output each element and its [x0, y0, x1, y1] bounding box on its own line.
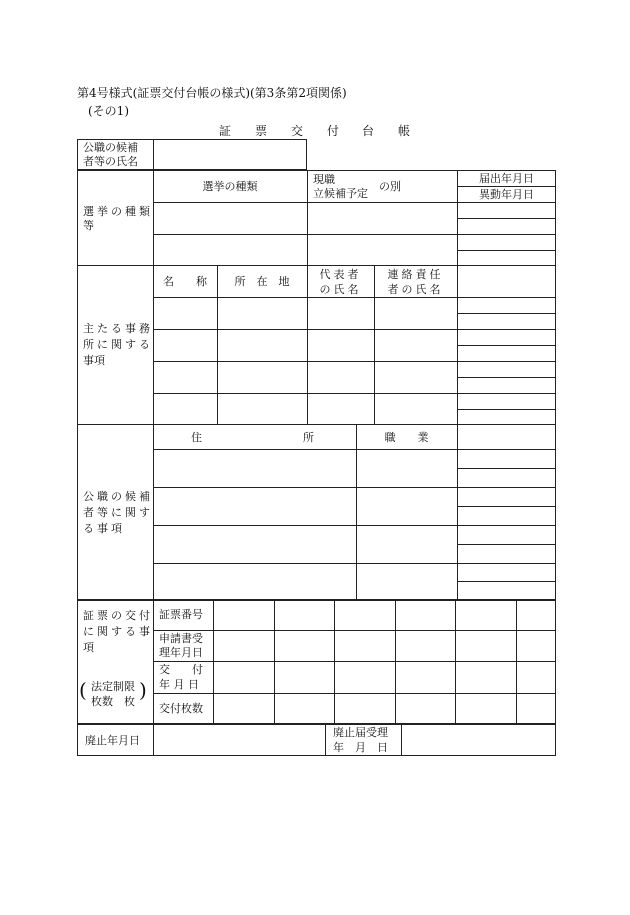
bracket-left: ( — [79, 678, 87, 702]
office-col-contact-2: 者の氏名 — [387, 283, 444, 296]
issue-row-received-2: 理年月日 — [159, 646, 203, 659]
candidate-name-label-2: 者等の氏名 — [83, 155, 138, 168]
status-candidate: 立候補予定 — [313, 187, 368, 200]
issue-label-3: 項 — [83, 641, 94, 654]
issue-row-issued-1: 交 付 — [159, 663, 203, 676]
bracket-right: ) — [139, 678, 147, 702]
title-char: 台 — [362, 124, 375, 138]
status-current: 現職 — [313, 173, 335, 186]
form-title: 第4号様式(証票交付台帳の様式)(第3条第2項関係) — [77, 86, 347, 100]
issue-row-number: 証票番号 — [159, 608, 203, 621]
candidate-name-label-1: 公職の候補 — [83, 141, 138, 154]
issue-row-count: 交付枚数 — [159, 702, 203, 715]
abolish-received-2: 年 月 日 — [333, 741, 388, 754]
abolish-row — [77, 724, 556, 756]
office-col-rep-2: の氏名 — [319, 283, 362, 296]
title-char: 票 — [255, 124, 268, 138]
office-label-3: 事項 — [83, 354, 105, 367]
issue-row-received-1: 申請書受 — [159, 632, 203, 645]
issue-row-issued-2: 年 月 日 — [159, 678, 199, 691]
candidate-label-2: 者等に関す — [83, 506, 153, 519]
election-label-2: 等 — [83, 219, 94, 232]
candidate-col-address-1: 住 — [191, 431, 202, 444]
title-char: 帳 — [398, 124, 411, 138]
date-changed-header: 異動年月日 — [479, 188, 534, 201]
issue-label-1: 証票の交付 — [83, 609, 153, 622]
candidate-col-address-2: 所 — [303, 431, 314, 444]
office-col-contact-1: 連絡責任 — [387, 268, 444, 281]
date-filed-header: 届出年月日 — [479, 172, 534, 185]
legal-limit-2: 枚数 枚 — [91, 695, 135, 708]
abolish-received-1: 廃止届受理 — [333, 726, 388, 739]
candidate-name-value[interactable] — [157, 143, 303, 167]
sub-number: (その1) — [88, 104, 129, 118]
office-label-2: 所に関する — [83, 338, 153, 351]
office-col-location: 所 在 地 — [234, 275, 290, 288]
election-type-header: 選挙の種類 — [202, 180, 258, 193]
title-char: 交 — [291, 124, 304, 138]
candidate-col-occupation: 職 業 — [384, 431, 429, 444]
title-char: 証 — [219, 124, 232, 138]
office-label-1: 主たる事務 — [83, 322, 153, 335]
office-col-rep-1: 代表者 — [319, 268, 362, 281]
legal-limit-1: 法定制限 — [91, 680, 135, 693]
title-char: 付 — [327, 124, 340, 138]
candidate-label-3: る事項 — [83, 522, 125, 535]
candidate-label-1: 公職の候補 — [83, 490, 153, 503]
election-label-1: 選挙の種類 — [83, 205, 153, 218]
office-col-name: 名 称 — [163, 275, 207, 288]
status-suffix: の別 — [379, 180, 401, 193]
abolish-date-label: 廃止年月日 — [85, 734, 140, 747]
issue-label-2: に関する事 — [83, 625, 153, 638]
